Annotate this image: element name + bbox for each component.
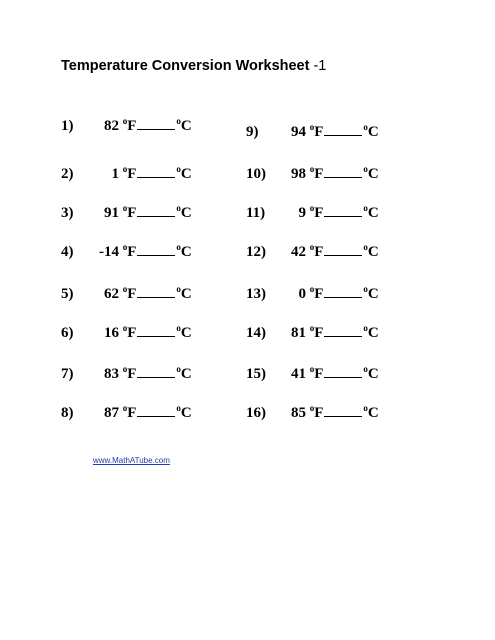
fahrenheit-value: -14 bbox=[99, 244, 119, 260]
problem-number: 2) bbox=[61, 166, 74, 182]
problem-number: 14) bbox=[246, 325, 266, 341]
celsius-unit: C bbox=[367, 286, 379, 302]
celsius-unit: C bbox=[367, 124, 379, 140]
problem-item bbox=[246, 364, 379, 383]
problem-number: 1) bbox=[61, 118, 74, 134]
fahrenheit-unit: F bbox=[127, 118, 137, 134]
degree-symbol: o bbox=[363, 403, 368, 413]
degree-symbol: o bbox=[122, 323, 128, 333]
fahrenheit-unit: F bbox=[314, 366, 324, 382]
celsius-unit: C bbox=[180, 366, 192, 382]
fahrenheit-unit: F bbox=[127, 325, 137, 341]
fahrenheit-value: 87 bbox=[104, 405, 119, 421]
fahrenheit-unit: F bbox=[127, 244, 137, 260]
answer-blank[interactable] bbox=[324, 323, 362, 337]
fahrenheit-value: 91 bbox=[104, 205, 119, 221]
answer-blank[interactable] bbox=[137, 364, 175, 378]
fahrenheit-value: 42 bbox=[291, 244, 306, 260]
degree-symbol: o bbox=[176, 364, 181, 374]
answer-blank[interactable] bbox=[137, 403, 175, 417]
problem-number: 9) bbox=[246, 124, 259, 140]
problem-item bbox=[61, 164, 192, 183]
title-suffix: -1 bbox=[313, 58, 327, 74]
degree-symbol: o bbox=[363, 242, 368, 252]
degree-symbol: o bbox=[176, 323, 181, 333]
answer-blank[interactable] bbox=[324, 203, 362, 217]
problem-number: 4) bbox=[61, 244, 74, 260]
problem-item bbox=[61, 242, 192, 261]
degree-symbol: o bbox=[363, 364, 368, 374]
answer-blank[interactable] bbox=[137, 164, 175, 178]
fahrenheit-unit: F bbox=[314, 405, 324, 421]
fahrenheit-unit: F bbox=[127, 166, 137, 182]
fahrenheit-value: 81 bbox=[291, 325, 306, 341]
answer-blank[interactable] bbox=[137, 116, 175, 130]
celsius-unit: C bbox=[367, 366, 379, 382]
fahrenheit-value: 41 bbox=[291, 366, 306, 382]
footer-link[interactable]: www.MathATube.com bbox=[93, 456, 170, 465]
degree-symbol: o bbox=[176, 164, 181, 174]
answer-blank[interactable] bbox=[137, 284, 175, 298]
fahrenheit-value: 0 bbox=[298, 286, 306, 302]
degree-symbol: o bbox=[122, 116, 128, 126]
celsius-unit: C bbox=[180, 244, 192, 260]
celsius-unit: C bbox=[180, 118, 192, 134]
problem-item bbox=[246, 403, 379, 422]
degree-symbol: o bbox=[309, 323, 315, 333]
degree-symbol: o bbox=[122, 284, 128, 294]
problem-number: 5) bbox=[61, 286, 74, 302]
problem-item bbox=[246, 203, 379, 222]
degree-symbol: o bbox=[309, 122, 315, 132]
degree-symbol: o bbox=[122, 403, 128, 413]
degree-symbol: o bbox=[363, 122, 368, 132]
degree-symbol: o bbox=[122, 164, 128, 174]
fahrenheit-value: 62 bbox=[104, 286, 119, 302]
answer-blank[interactable] bbox=[324, 242, 362, 256]
answer-blank[interactable] bbox=[324, 364, 362, 378]
worksheet-title bbox=[61, 58, 326, 74]
degree-symbol: o bbox=[309, 284, 315, 294]
problem-item bbox=[246, 122, 379, 141]
degree-symbol: o bbox=[122, 242, 128, 252]
fahrenheit-unit: F bbox=[314, 205, 324, 221]
problem-item bbox=[61, 364, 192, 383]
degree-symbol: o bbox=[176, 116, 181, 126]
celsius-unit: C bbox=[367, 244, 379, 260]
degree-symbol: o bbox=[309, 242, 315, 252]
degree-symbol: o bbox=[176, 203, 181, 213]
problem-number: 8) bbox=[61, 405, 74, 421]
degree-symbol: o bbox=[363, 284, 368, 294]
degree-symbol: o bbox=[176, 242, 181, 252]
title-text: Temperature Conversion Worksheet bbox=[61, 58, 310, 74]
answer-blank[interactable] bbox=[324, 403, 362, 417]
answer-blank[interactable] bbox=[137, 203, 175, 217]
fahrenheit-unit: F bbox=[314, 166, 324, 182]
degree-symbol: o bbox=[309, 364, 315, 374]
degree-symbol: o bbox=[309, 403, 315, 413]
fahrenheit-unit: F bbox=[314, 244, 324, 260]
degree-symbol: o bbox=[309, 203, 315, 213]
problem-number: 13) bbox=[246, 286, 266, 302]
degree-symbol: o bbox=[309, 164, 315, 174]
celsius-unit: C bbox=[180, 205, 192, 221]
fahrenheit-unit: F bbox=[127, 286, 137, 302]
answer-blank[interactable] bbox=[324, 164, 362, 178]
problem-number: 15) bbox=[246, 366, 266, 382]
fahrenheit-value: 9 bbox=[298, 205, 306, 221]
problem-number: 11) bbox=[246, 205, 266, 221]
answer-blank[interactable] bbox=[137, 323, 175, 337]
degree-symbol: o bbox=[363, 164, 368, 174]
degree-symbol: o bbox=[122, 364, 128, 374]
problem-item bbox=[61, 203, 192, 222]
celsius-unit: C bbox=[180, 166, 192, 182]
celsius-unit: C bbox=[367, 166, 379, 182]
problem-item bbox=[61, 403, 192, 422]
fahrenheit-value: 1 bbox=[111, 166, 119, 182]
degree-symbol: o bbox=[363, 323, 368, 333]
problem-item bbox=[246, 323, 379, 342]
problem-number: 12) bbox=[246, 244, 266, 260]
degree-symbol: o bbox=[122, 203, 128, 213]
problem-item bbox=[246, 284, 379, 303]
fahrenheit-unit: F bbox=[127, 405, 137, 421]
fahrenheit-value: 94 bbox=[291, 124, 306, 140]
fahrenheit-unit: F bbox=[314, 325, 324, 341]
fahrenheit-value: 16 bbox=[104, 325, 119, 341]
answer-blank[interactable] bbox=[324, 122, 362, 136]
problem-item bbox=[61, 323, 192, 342]
problem-number: 10) bbox=[246, 166, 266, 182]
answer-blank[interactable] bbox=[324, 284, 362, 298]
problem-item bbox=[61, 284, 192, 303]
fahrenheit-value: 98 bbox=[291, 166, 306, 182]
problem-number: 16) bbox=[246, 405, 266, 421]
degree-symbol: o bbox=[176, 403, 181, 413]
celsius-unit: C bbox=[367, 205, 379, 221]
fahrenheit-value: 83 bbox=[104, 366, 119, 382]
fahrenheit-value: 85 bbox=[291, 405, 306, 421]
problem-item bbox=[246, 164, 379, 183]
fahrenheit-unit: F bbox=[314, 286, 324, 302]
problem-item bbox=[246, 242, 379, 261]
answer-blank[interactable] bbox=[137, 242, 175, 256]
problem-item bbox=[61, 116, 192, 135]
degree-symbol: o bbox=[176, 284, 181, 294]
celsius-unit: C bbox=[180, 286, 192, 302]
fahrenheit-unit: F bbox=[127, 366, 137, 382]
fahrenheit-unit: F bbox=[314, 124, 324, 140]
fahrenheit-unit: F bbox=[127, 205, 137, 221]
celsius-unit: C bbox=[367, 325, 379, 341]
problem-number: 7) bbox=[61, 366, 74, 382]
problem-number: 3) bbox=[61, 205, 74, 221]
problem-number: 6) bbox=[61, 325, 74, 341]
fahrenheit-value: 82 bbox=[104, 118, 119, 134]
celsius-unit: C bbox=[180, 325, 192, 341]
celsius-unit: C bbox=[367, 405, 379, 421]
degree-symbol: o bbox=[363, 203, 368, 213]
celsius-unit: C bbox=[180, 405, 192, 421]
